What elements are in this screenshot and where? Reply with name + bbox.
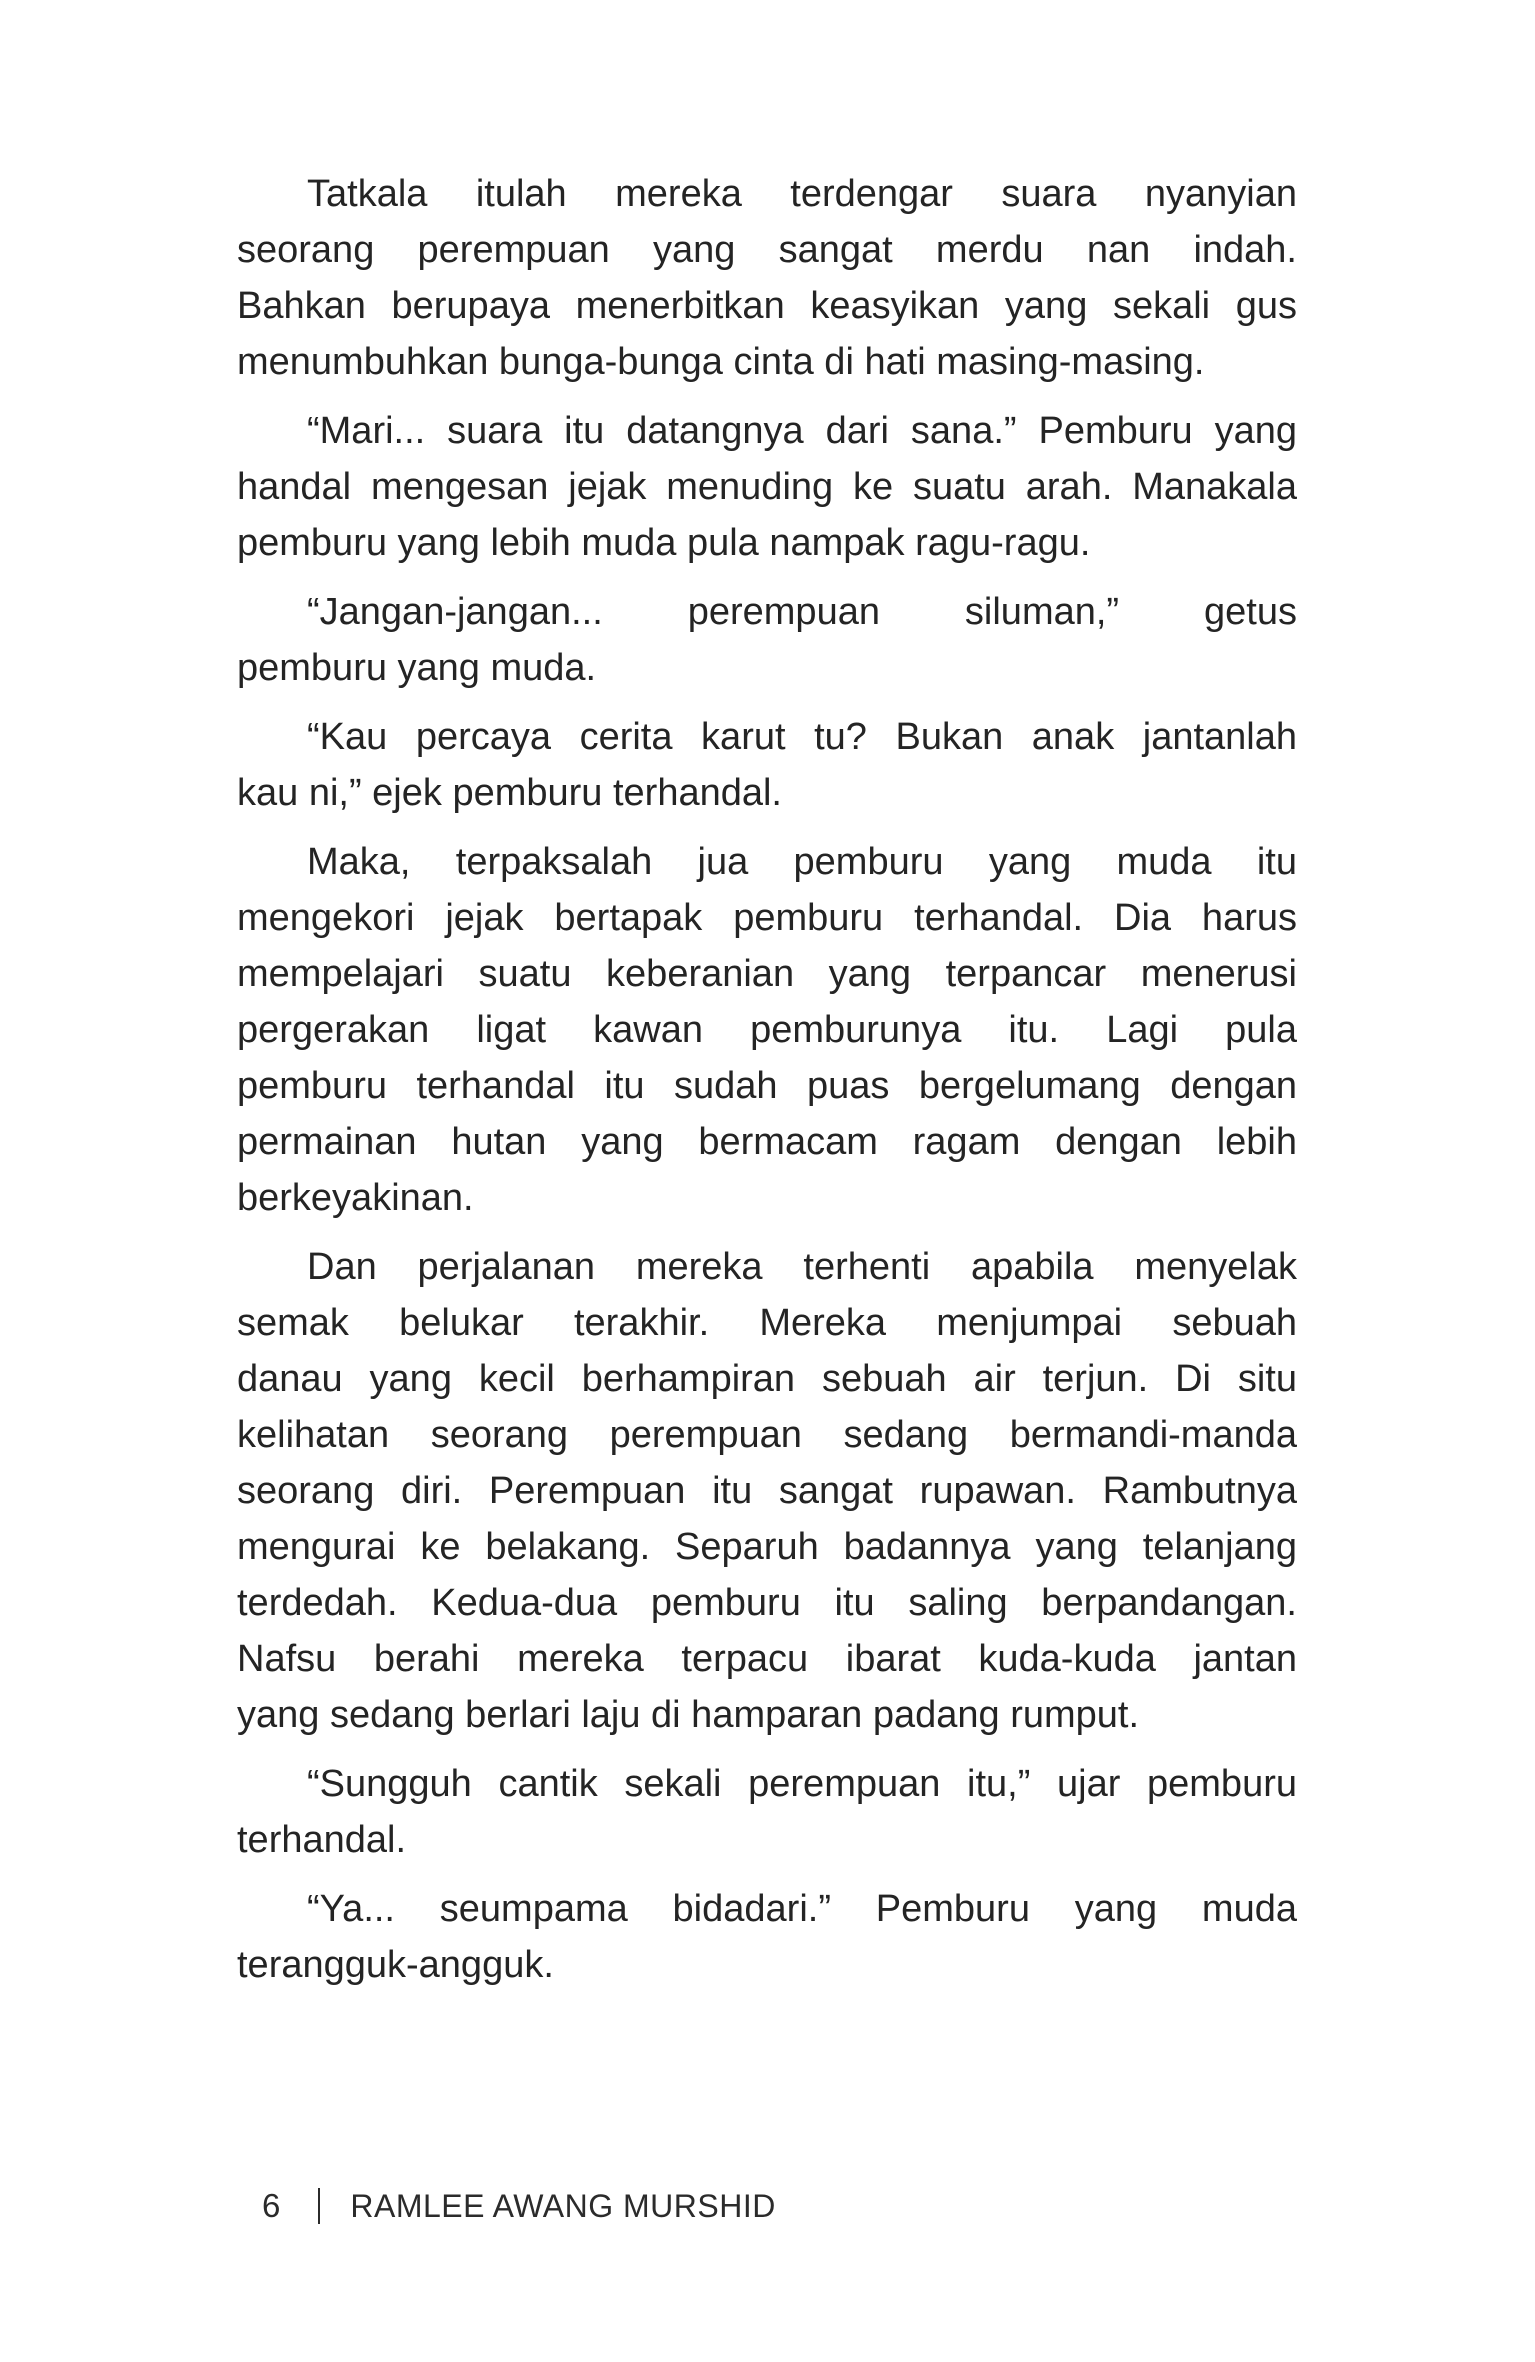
text-line: pemburu terhandal itu sudah puas bergelumang dengan xyxy=(237,1065,1297,1107)
text-line: terdedah. Kedua-dua pemburu itu saling berpandangan. xyxy=(237,1582,1297,1624)
text-line: kelihatan seorang perempuan sedang bermandi-manda xyxy=(237,1414,1297,1456)
text-line: Nafsu berahi mereka terpacu ibarat kuda-kuda jantan xyxy=(237,1638,1297,1680)
paragraph xyxy=(237,1239,1297,1743)
text-line: berkeyakinan. xyxy=(237,1177,474,1219)
paragraph xyxy=(237,1881,1297,1993)
text-line: “Sungguh cantik sekali perempuan itu,” ujar pemburu xyxy=(307,1763,1297,1805)
text-line: Maka, terpaksalah jua pemburu yang muda itu xyxy=(307,841,1297,883)
paragraph xyxy=(237,1756,1297,1868)
text-line: yang sedang berlari laju di hamparan padang rumput. xyxy=(237,1694,1140,1736)
paragraph xyxy=(237,709,1297,821)
text-line: pemburu yang lebih muda pula nampak ragu-ragu. xyxy=(237,522,1091,564)
body-text xyxy=(237,166,1297,2006)
text-line: permainan hutan yang bermacam ragam dengan lebih xyxy=(237,1121,1297,1163)
text-line: danau yang kecil berhampiran sebuah air terjun. Di situ xyxy=(237,1358,1297,1400)
text-line: pergerakan ligat kawan pemburunya itu. Lagi pula xyxy=(237,1009,1297,1051)
text-line: “Jangan-jangan... perempuan siluman,” getus xyxy=(307,591,1297,633)
text-line: “Kau percaya cerita karut tu? Bukan anak jantanlah xyxy=(307,716,1297,758)
paragraph xyxy=(237,834,1297,1226)
text-line: mempelajari suatu keberanian yang terpancar menerusi xyxy=(237,953,1297,995)
text-line: pemburu yang muda. xyxy=(237,647,597,689)
text-line: Bahkan berupaya menerbitkan keasyikan yang sekali gus xyxy=(237,285,1297,327)
paragraph xyxy=(237,584,1297,696)
text-line: “Ya... seumpama bidadari.” Pemburu yang muda xyxy=(307,1888,1297,1930)
text-line: mengurai ke belakang. Separuh badannya yang telanjang xyxy=(237,1526,1297,1568)
text-line: kau ni,” ejek pemburu terhandal. xyxy=(237,772,782,814)
footer-divider xyxy=(318,2188,320,2224)
text-line: Dan perjalanan mereka terhenti apabila menyelak xyxy=(307,1246,1297,1288)
paragraph xyxy=(237,403,1297,571)
page-number: 6 xyxy=(262,2187,281,2224)
text-line: terangguk-angguk. xyxy=(237,1944,554,1986)
text-line: “Mari... suara itu datangnya dari sana.” Pemburu yang xyxy=(307,410,1297,452)
text-line: semak belukar terakhir. Mereka menjumpai sebuah xyxy=(237,1302,1297,1344)
page-footer xyxy=(262,2186,776,2226)
text-line: handal mengesan jejak menuding ke suatu arah. Manakala xyxy=(237,466,1297,508)
book-author: RAMLEE AWANG MURSHID xyxy=(350,2188,776,2224)
text-line: seorang diri. Perempuan itu sangat rupawan. Rambutnya xyxy=(237,1470,1297,1512)
text-line: Tatkala itulah mereka terdengar suara nyanyian xyxy=(307,173,1297,215)
text-line: menumbuhkan bunga-bunga cinta di hati masing-masing. xyxy=(237,341,1205,383)
paragraph xyxy=(237,166,1297,390)
text-line: seorang perempuan yang sangat merdu nan indah. xyxy=(237,229,1297,271)
text-line: terhandal. xyxy=(237,1819,407,1861)
text-line: mengekori jejak bertapak pemburu terhandal. Dia harus xyxy=(237,897,1297,939)
